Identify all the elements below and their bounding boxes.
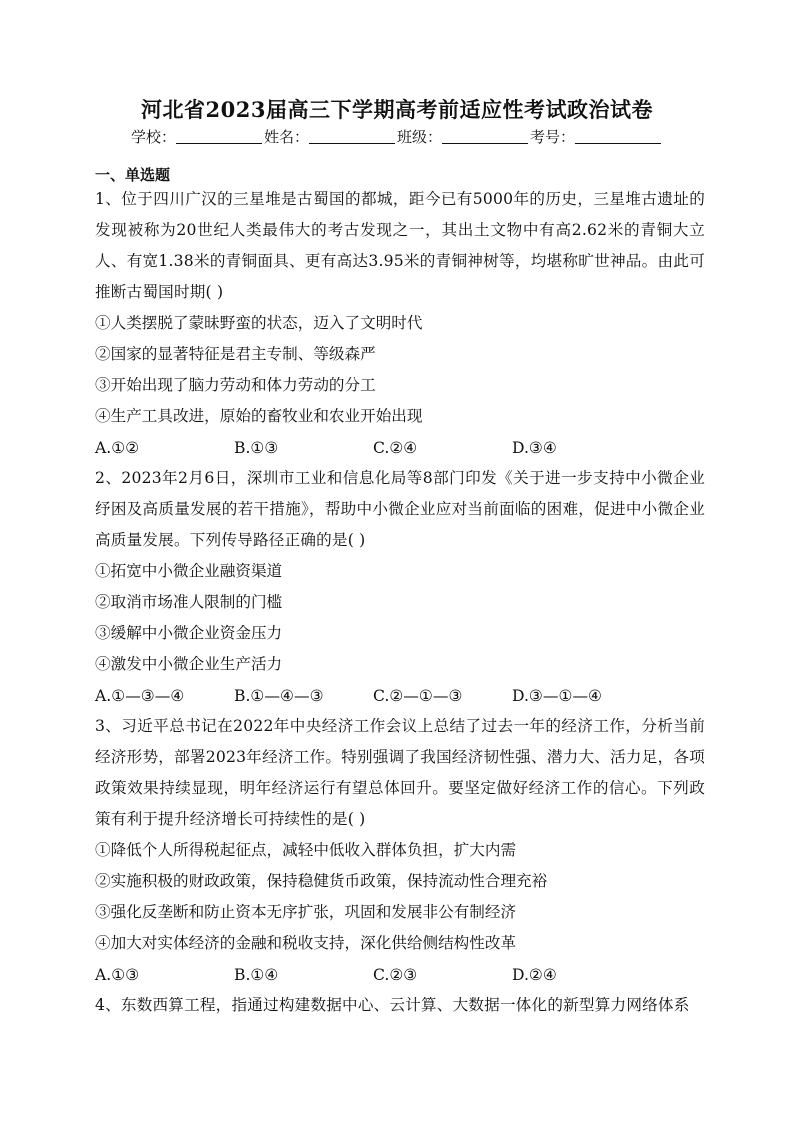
answer-choices xyxy=(95,432,705,463)
answer-choices xyxy=(95,680,705,711)
choice-c[interactable]: C.②—①—③ xyxy=(373,686,463,705)
question-1 xyxy=(95,184,705,463)
statement-option: ②实施积极的财政政策，保持稳健货币政策，保持流动性合理充裕 xyxy=(95,872,548,890)
statement-option: ②国家的显著特征是君主专制、等级森严 xyxy=(95,345,376,363)
question-stem: 4、东数西算工程，指通过构建数据中心、云计算、大数据一体化的新型算力网络体系 xyxy=(95,996,690,1014)
school-blank[interactable] xyxy=(176,129,262,144)
statement-option: ①人类摆脱了蒙昧野蛮的状态，迈入了文明时代 xyxy=(95,314,423,332)
choice-b[interactable]: B.①—④—③ xyxy=(234,686,324,705)
question-list xyxy=(95,184,705,1021)
choice-a[interactable]: A.①② xyxy=(95,438,140,457)
statement-option: ③开始出现了脑力劳动和体力劳动的分工 xyxy=(95,376,376,394)
statement-option: ④加大对实体经济的金融和税收支持，深化供给侧结构性改革 xyxy=(95,934,517,952)
question-stem: 1、位于四川广汉的三星堆是古蜀国的都城，距今已有5000年的历史，三星堆古遗址的发现被称为20世纪人类最伟大的考古发现之一，其出土文物中有高2.62米的青铜大立人、有宽1.38米的青铜面具、更有高达3.95米的青铜神树等，均堪称旷世神品。由此可推断古蜀国时期( ) xyxy=(95,190,705,301)
class-label: 班级： xyxy=(397,128,443,146)
statement-option: ④生产工具改进，原始的畜牧业和农业开始出现 xyxy=(95,407,423,425)
statement-option: ④激发中小微企业生产活力 xyxy=(95,655,283,673)
class-blank[interactable] xyxy=(442,129,528,144)
choice-b[interactable]: B.①④ xyxy=(234,965,279,984)
choice-a[interactable]: A.①—③—④ xyxy=(95,686,185,705)
choice-b[interactable]: B.①③ xyxy=(234,438,279,457)
question-4 xyxy=(95,990,705,1021)
choice-d[interactable]: D.③—①—④ xyxy=(512,686,603,705)
choice-d[interactable]: D.③④ xyxy=(512,438,557,457)
question-2 xyxy=(95,463,705,711)
choice-c[interactable]: C.②③ xyxy=(373,965,418,984)
answer-choices xyxy=(95,959,705,990)
statement-option: ①拓宽中小微企业融资渠道 xyxy=(95,562,283,580)
school-label: 学校： xyxy=(130,128,176,146)
question-stem: 3、习近平总书记在2022年中央经济工作会议上总结了过去一年的经济工作，分析当前经济形势，部署2023年经济工作。特别强调了我国经济韧性强、潜力大、活力足，各项政策效果持续显现，明年经济运行有望总体回升。要坚定做好经济工作的信心。下列政策有利于提升经济增长可持续性的是( ) xyxy=(95,717,705,828)
id-blank[interactable] xyxy=(575,129,661,144)
statement-option: ③强化反垄断和防止资本无序扩张，巩固和发展非公有制经济 xyxy=(95,903,517,921)
statement-option: ②取消市场准人限制的门槛 xyxy=(95,593,283,611)
section-heading: 一、单选题 xyxy=(95,166,171,184)
statement-option: ③缓解中小微企业资金压力 xyxy=(95,624,283,642)
name-blank[interactable] xyxy=(309,129,395,144)
choice-c[interactable]: C.②④ xyxy=(373,438,418,457)
statement-option: ①降低个人所得税起征点，减轻中低收入群体负担，扩大内需 xyxy=(95,841,517,859)
choice-a[interactable]: A.①③ xyxy=(95,965,140,984)
exam-title: 河北省2023届高三下学期高考前适应性考试政治试卷 xyxy=(141,97,653,122)
question-3 xyxy=(95,711,705,990)
question-stem: 2、2023年2月6日，深圳市工业和信息化局等8部门印发《关于进一步支持中小微企业纾困及高质量发展的若干措施》，帮助中小微企业应对当前面临的困难，促进中小微企业高质量发展。下列传导路径正确的是( ) xyxy=(95,469,705,549)
choice-d[interactable]: D.②④ xyxy=(512,965,557,984)
student-info-line xyxy=(0,126,794,147)
name-label: 姓名： xyxy=(263,128,309,146)
id-label: 考号： xyxy=(530,128,576,146)
